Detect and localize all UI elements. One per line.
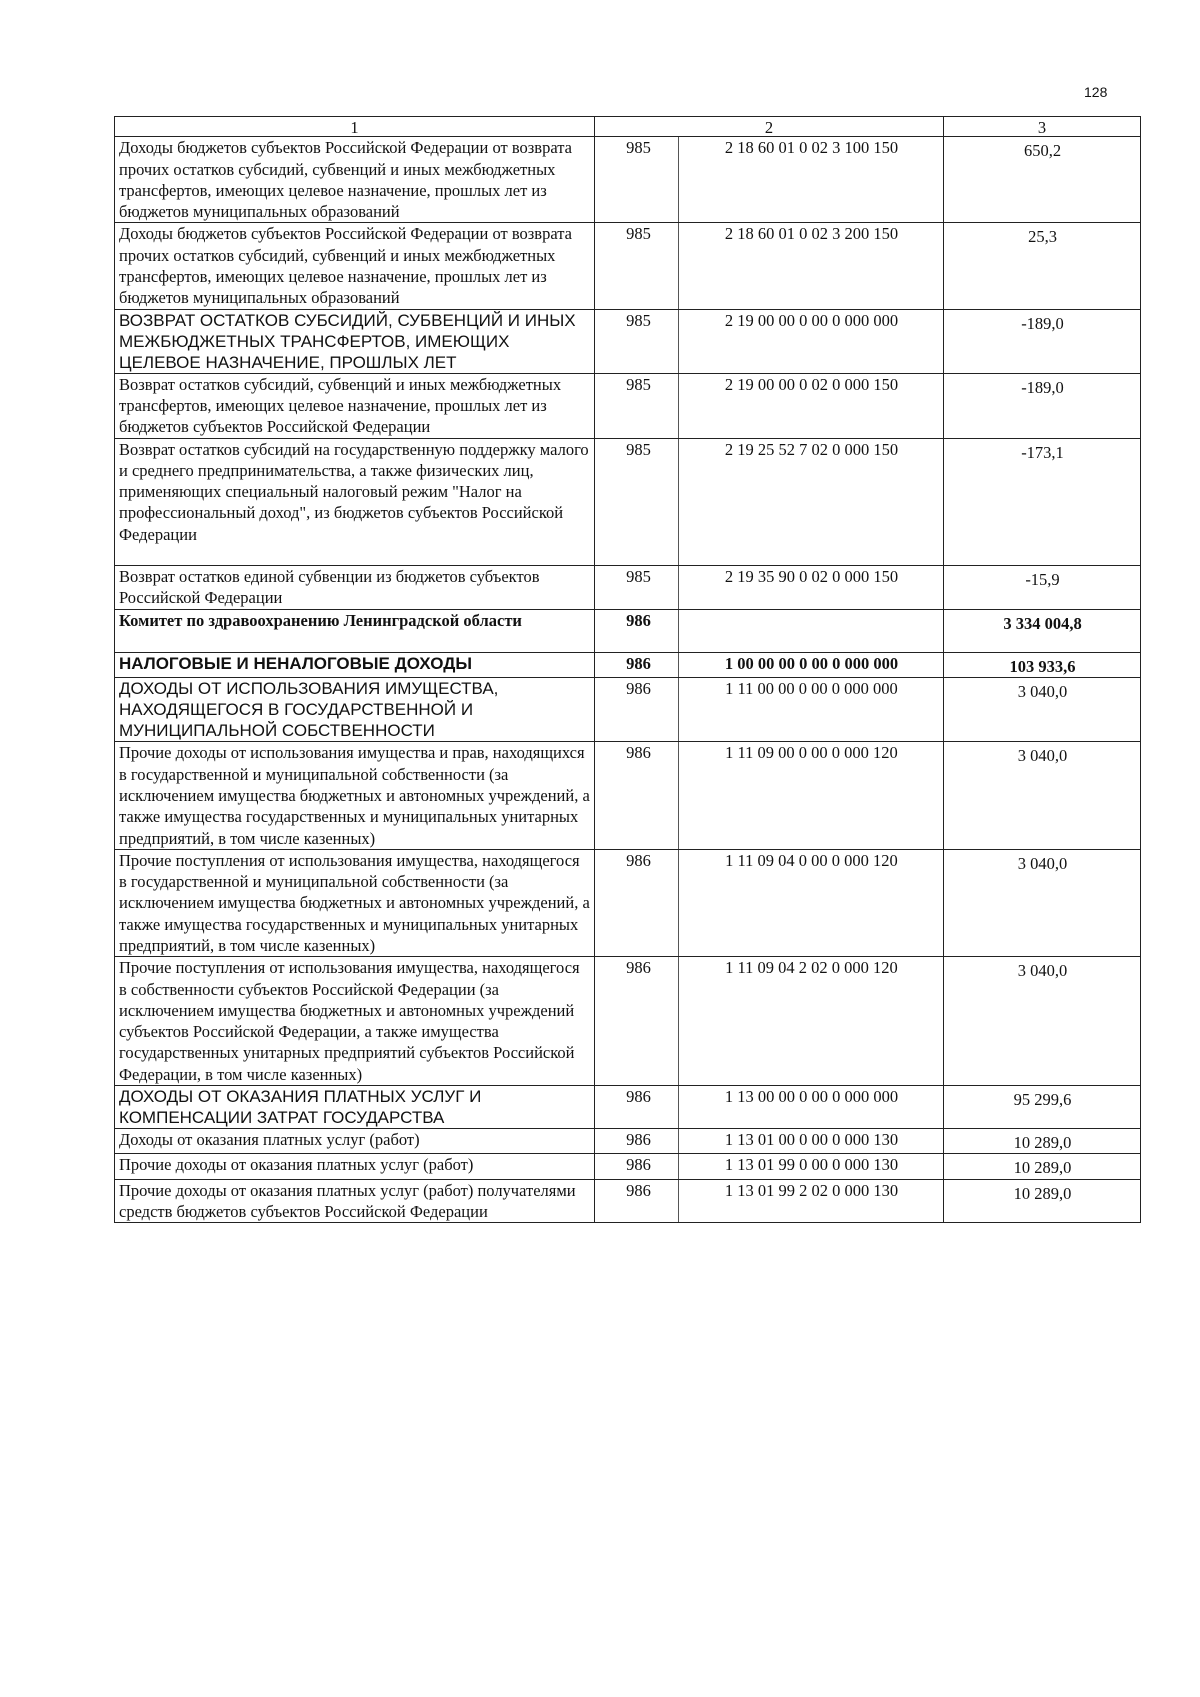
table-row bbox=[115, 438, 1141, 565]
table-row bbox=[115, 1085, 1141, 1128]
row-budget-code: 1 11 00 00 0 00 0 000 000 bbox=[679, 678, 944, 742]
row-description: НАЛОГОВЫЕ И НЕНАЛОГОВЫЕ ДОХОДЫ bbox=[115, 652, 595, 677]
row-admin-code: 986 bbox=[595, 1179, 679, 1223]
row-description: Доходы бюджетов субъектов Российской Федерации от возврата прочих остатков субсидий, субвенций и иных межбюджетных трансфертов, имеющих целевое назначение, прошлых лет из бюджетов муниципальных образований bbox=[115, 223, 595, 309]
row-budget-code: 2 18 60 01 0 02 3 200 150 bbox=[679, 223, 944, 309]
row-admin-code: 985 bbox=[595, 223, 679, 309]
table-row bbox=[115, 609, 1141, 652]
row-amount: -189,0 bbox=[944, 373, 1141, 438]
row-amount: -173,1 bbox=[944, 438, 1141, 565]
row-amount: 25,3 bbox=[944, 223, 1141, 309]
row-budget-code: 1 11 09 00 0 00 0 000 120 bbox=[679, 742, 944, 849]
row-description: Доходы от оказания платных услуг (работ) bbox=[115, 1129, 595, 1154]
row-description: ДОХОДЫ ОТ ОКАЗАНИЯ ПЛАТНЫХ УСЛУГ И КОМПЕНСАЦИИ ЗАТРАТ ГОСУДАРСТВА bbox=[115, 1085, 595, 1128]
row-description: Прочие доходы от оказания платных услуг (работ) получателями средств бюджетов субъектов Российской Федерации bbox=[115, 1179, 595, 1223]
row-admin-code: 986 bbox=[595, 1085, 679, 1128]
table-row bbox=[115, 137, 1141, 223]
table-row bbox=[115, 1129, 1141, 1154]
row-description: Прочие доходы от использования имущества и прав, находящихся в государственной и муниципальной собственности (за исключением имущества бюджетных и автономных учреждений, а также имущества государственных и муниципальных унитарных предприятий, в том числе казенных) bbox=[115, 742, 595, 849]
row-budget-code: 1 11 09 04 0 00 0 000 120 bbox=[679, 849, 944, 956]
table-row bbox=[115, 223, 1141, 309]
row-description: Комитет по здравоохранению Ленинградской области bbox=[115, 609, 595, 652]
row-budget-code: 1 13 01 99 0 00 0 000 130 bbox=[679, 1154, 944, 1179]
row-budget-code: 2 19 00 00 0 02 0 000 150 bbox=[679, 373, 944, 438]
row-admin-code: 986 bbox=[595, 652, 679, 677]
row-budget-code: 2 19 25 52 7 02 0 000 150 bbox=[679, 438, 944, 565]
row-admin-code: 985 bbox=[595, 309, 679, 373]
row-amount: 3 040,0 bbox=[944, 742, 1141, 849]
table-row bbox=[115, 742, 1141, 849]
table-row bbox=[115, 678, 1141, 742]
row-description: ДОХОДЫ ОТ ИСПОЛЬЗОВАНИЯ ИМУЩЕСТВА, НАХОДЯЩЕГОСЯ В ГОСУДАРСТВЕННОЙ И МУНИЦИПАЛЬНОЙ СОБСТВЕННОСТИ bbox=[115, 678, 595, 742]
row-amount: -189,0 bbox=[944, 309, 1141, 373]
table-row bbox=[115, 652, 1141, 677]
row-budget-code: 1 13 01 00 0 00 0 000 130 bbox=[679, 1129, 944, 1154]
row-admin-code: 986 bbox=[595, 957, 679, 1086]
row-description: Возврат остатков субсидий, субвенций и иных межбюджетных трансфертов, имеющих целевое назначение, прошлых лет из бюджетов субъектов Российской Федерации bbox=[115, 373, 595, 438]
row-description: Прочие поступления от использования имущества, находящегося в собственности субъектов Российской Федерации (за исключением имущества бюджетных и автономных учреждений субъектов Российской Федерации, а также имущества государственных унитарных предприятий субъектов Российской Федерации, в том числе казенных) bbox=[115, 957, 595, 1086]
row-budget-code: 1 13 00 00 0 00 0 000 000 bbox=[679, 1085, 944, 1128]
row-amount: 3 040,0 bbox=[944, 849, 1141, 956]
row-amount: 3 040,0 bbox=[944, 678, 1141, 742]
page-number: 128 bbox=[1084, 84, 1108, 100]
revenue-table bbox=[114, 116, 1141, 1223]
table-row bbox=[115, 309, 1141, 373]
row-admin-code: 985 bbox=[595, 566, 679, 610]
row-budget-code: 2 19 00 00 0 00 0 000 000 bbox=[679, 309, 944, 373]
table-row bbox=[115, 1179, 1141, 1223]
column-header-3: 3 bbox=[944, 117, 1141, 137]
column-header-1: 1 bbox=[115, 117, 595, 137]
row-budget-code: 1 13 01 99 2 02 0 000 130 bbox=[679, 1179, 944, 1223]
row-admin-code: 986 bbox=[595, 849, 679, 956]
table-row bbox=[115, 373, 1141, 438]
row-description: Возврат остатков субсидий на государственную поддержку малого и среднего предпринимательства, а также физических лиц, применяющих специальный налоговый режим "Налог на профессиональный доход", из бюджетов субъектов Российской Федерации bbox=[115, 438, 595, 565]
row-budget-code: 2 19 35 90 0 02 0 000 150 bbox=[679, 566, 944, 610]
row-admin-code: 986 bbox=[595, 1154, 679, 1179]
row-description: Прочие доходы от оказания платных услуг (работ) bbox=[115, 1154, 595, 1179]
row-admin-code: 985 bbox=[595, 373, 679, 438]
row-amount: 3 334 004,8 bbox=[944, 609, 1141, 652]
row-amount: 3 040,0 bbox=[944, 957, 1141, 1086]
row-admin-code: 985 bbox=[595, 438, 679, 565]
table-row bbox=[115, 849, 1141, 956]
row-description: Прочие поступления от использования имущества, находящегося в государственной и муниципальной собственности (за исключением имущества бюджетных и автономных учреждений, а также имущества государственных и муниципальных унитарных предприятий, в том числе казенных) bbox=[115, 849, 595, 956]
table-row bbox=[115, 1154, 1141, 1179]
row-amount: 95 299,6 bbox=[944, 1085, 1141, 1128]
row-budget-code: 2 18 60 01 0 02 3 100 150 bbox=[679, 137, 944, 223]
row-admin-code: 986 bbox=[595, 742, 679, 849]
row-admin-code: 986 bbox=[595, 609, 679, 652]
row-amount: 10 289,0 bbox=[944, 1129, 1141, 1154]
row-budget-code: 1 11 09 04 2 02 0 000 120 bbox=[679, 957, 944, 1086]
row-description: Возврат остатков единой субвенции из бюджетов субъектов Российской Федерации bbox=[115, 566, 595, 610]
row-amount: 10 289,0 bbox=[944, 1154, 1141, 1179]
row-amount: 103 933,6 bbox=[944, 652, 1141, 677]
row-admin-code: 986 bbox=[595, 1129, 679, 1154]
row-description: Доходы бюджетов субъектов Российской Федерации от возврата прочих остатков субсидий, субвенций и иных межбюджетных трансфертов, имеющих целевое назначение, прошлых лет из бюджетов муниципальных образований bbox=[115, 137, 595, 223]
row-budget-code bbox=[679, 609, 944, 652]
row-admin-code: 985 bbox=[595, 137, 679, 223]
table-row bbox=[115, 566, 1141, 610]
table-row bbox=[115, 957, 1141, 1086]
row-amount: 10 289,0 bbox=[944, 1179, 1141, 1223]
row-budget-code: 1 00 00 00 0 00 0 000 000 bbox=[679, 652, 944, 677]
column-header-2: 2 bbox=[595, 117, 944, 137]
row-admin-code: 986 bbox=[595, 678, 679, 742]
row-amount: 650,2 bbox=[944, 137, 1141, 223]
table-header-row bbox=[115, 117, 1141, 137]
row-description: ВОЗВРАТ ОСТАТКОВ СУБСИДИЙ, СУБВЕНЦИЙ И ИНЫХ МЕЖБЮДЖЕТНЫХ ТРАНСФЕРТОВ, ИМЕЮЩИХ ЦЕЛЕВОЕ НАЗНАЧЕНИЕ, ПРОШЛЫХ ЛЕТ bbox=[115, 309, 595, 373]
row-amount: -15,9 bbox=[944, 566, 1141, 610]
